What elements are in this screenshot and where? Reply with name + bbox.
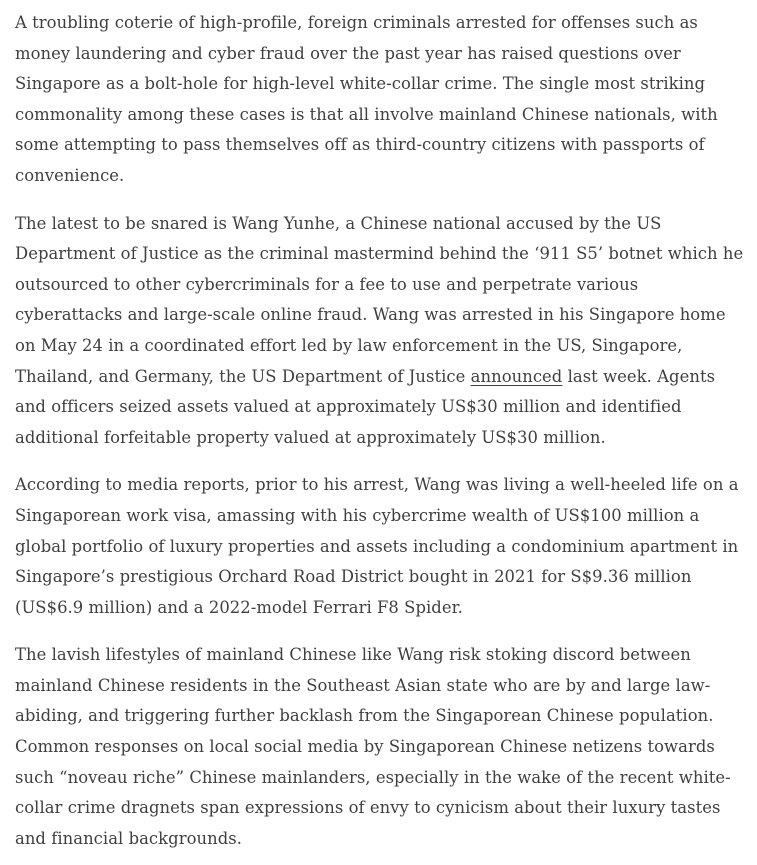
announced-link[interactable]: announced (470, 366, 563, 386)
paragraph-2-text-before-link: The latest to be snared is Wang Yunhe, a Chinese national accused by the US Department of Justice as the criminal mastermind behind the ‘911 S5’ botnet which he outsourced to other cybercriminals for a fee to use and perpetrate various cyberattacks and large-scale online fraud. Wang was arrested in his Singapore home on May 24 in a coordinated effort led by law enforcement in the US, Singapore, Thailand, and Germany, the US Department of Justice (15, 213, 744, 386)
article-paragraph-4: The lavish lifestyles of mainland Chinese like Wang risk stoking discord between mainland Chinese residents in the Southeast Asian state who are by and large law-abiding, and triggering further backlash from the Singaporean Chinese population. Common responses on local social media by Singaporean Chinese netizens towards such “noveau riche” Chinese mainlanders, especially in the wake of the recent white-collar crime dragnets span expressions of envy to cynicism about their luxury tastes and financial backgrounds. (15, 645, 731, 848)
paragraph-2-text-after-link: last week. Agents and officers seized assets valued at approximately US$30 million and identified additional forfeitable property valued at approximately US$30 million. (15, 366, 716, 447)
article-paragraph-2 (15, 209, 747, 454)
article-paragraph-3: According to media reports, prior to his arrest, Wang was living a well-heeled life on a Singaporean work visa, amassing with his cybercrime wealth of US$100 million a global portfolio of luxury properties and assets including a condominium apartment in Singapore’s prestigious Orchard Road District bought in 2021 for S$9.36 million (US$6.9 million) and a 2022-model Ferrari F8 Spider. (15, 475, 739, 617)
article-paragraph-1: A troubling coterie of high-profile, foreign criminals arrested for offenses such as money laundering and cyber fraud over the past year has raised questions over Singapore as a bolt-hole for high-level white-collar crime. The single most striking commonality among these cases is that all involve mainland Chinese nationals, with some attempting to pass themselves off as third-country citizens with passports of convenience. (15, 13, 718, 185)
